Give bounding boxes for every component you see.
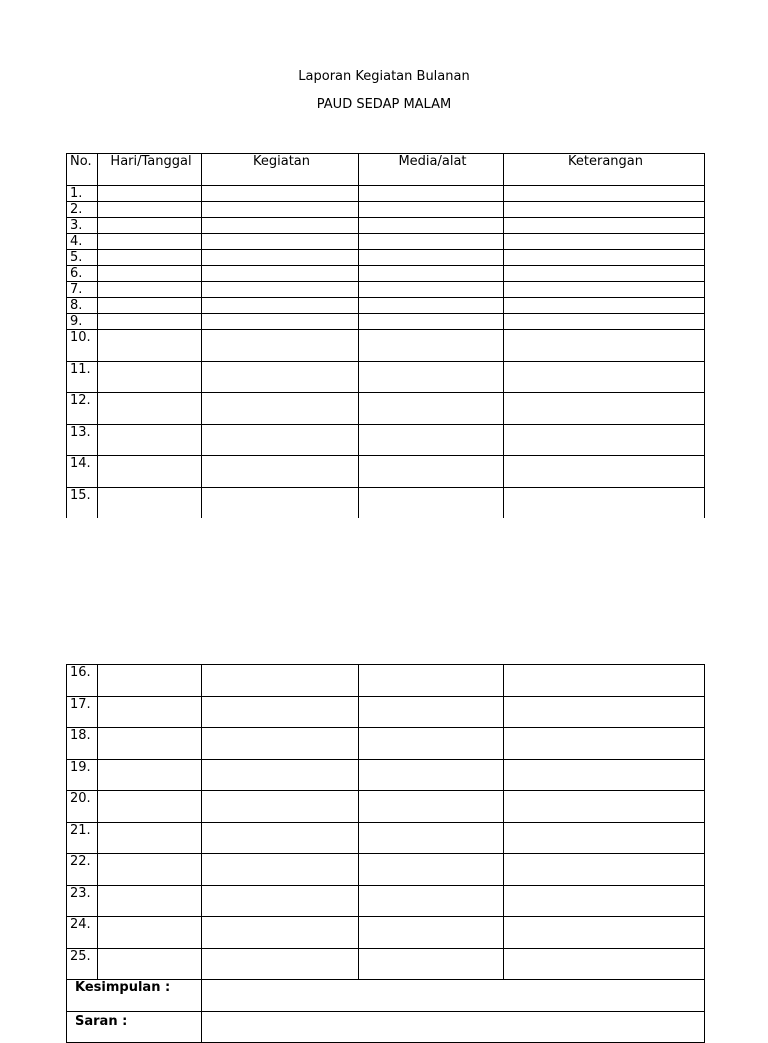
- media-alat-cell[interactable]: [359, 266, 504, 282]
- media-alat-cell[interactable]: [359, 759, 504, 791]
- kegiatan-cell[interactable]: [202, 218, 359, 234]
- row-number: 5.: [67, 250, 98, 266]
- hari-tanggal-cell[interactable]: [98, 282, 202, 298]
- media-alat-cell[interactable]: [359, 885, 504, 917]
- row-number: 21.: [67, 822, 98, 854]
- media-alat-cell[interactable]: [359, 330, 504, 362]
- media-alat-cell[interactable]: [359, 487, 504, 518]
- media-alat-cell[interactable]: [359, 393, 504, 425]
- media-alat-cell[interactable]: [359, 186, 504, 202]
- media-alat-cell[interactable]: [359, 282, 504, 298]
- keterangan-cell[interactable]: [504, 330, 705, 362]
- hari-tanggal-cell[interactable]: [98, 202, 202, 218]
- table-row: [67, 314, 705, 330]
- kegiatan-cell[interactable]: [202, 456, 359, 488]
- table-row: [67, 728, 705, 760]
- row-number: 1.: [67, 186, 98, 202]
- hari-tanggal-cell[interactable]: [98, 298, 202, 314]
- table-row: [67, 665, 705, 697]
- row-number: 18.: [67, 728, 98, 760]
- kegiatan-cell[interactable]: [202, 854, 359, 886]
- table-row: [67, 487, 705, 518]
- row-number: 6.: [67, 266, 98, 282]
- media-alat-cell[interactable]: [359, 250, 504, 266]
- hari-tanggal-cell[interactable]: [98, 234, 202, 250]
- saran-label: Saran :: [67, 1011, 202, 1042]
- media-alat-cell[interactable]: [359, 298, 504, 314]
- media-alat-cell[interactable]: [359, 361, 504, 393]
- keterangan-cell[interactable]: [504, 791, 705, 823]
- table-row: [67, 759, 705, 791]
- kegiatan-cell[interactable]: [202, 186, 359, 202]
- keterangan-cell[interactable]: [504, 728, 705, 760]
- media-alat-cell[interactable]: [359, 854, 504, 886]
- table-row: [67, 202, 705, 218]
- row-number: 19.: [67, 759, 98, 791]
- kegiatan-cell[interactable]: [202, 791, 359, 823]
- hari-tanggal-cell[interactable]: [98, 361, 202, 393]
- row-number: 14.: [67, 456, 98, 488]
- hari-tanggal-cell[interactable]: [98, 791, 202, 823]
- table-row: [67, 854, 705, 886]
- row-number: 2.: [67, 202, 98, 218]
- table-row: [67, 424, 705, 456]
- media-alat-cell[interactable]: [359, 202, 504, 218]
- kegiatan-cell[interactable]: [202, 885, 359, 917]
- table-row: [67, 822, 705, 854]
- header-kegiatan: Kegiatan: [202, 154, 359, 186]
- table-row: [67, 456, 705, 488]
- table-row: [67, 885, 705, 917]
- media-alat-cell[interactable]: [359, 665, 504, 697]
- hari-tanggal-cell[interactable]: [98, 487, 202, 518]
- row-number: 22.: [67, 854, 98, 886]
- kegiatan-cell[interactable]: [202, 250, 359, 266]
- kegiatan-cell[interactable]: [202, 665, 359, 697]
- report-title: Laporan Kegiatan Bulanan: [298, 69, 470, 84]
- keterangan-cell[interactable]: [504, 487, 705, 518]
- media-alat-cell[interactable]: [359, 696, 504, 728]
- keterangan-cell[interactable]: [504, 266, 705, 282]
- hari-tanggal-cell[interactable]: [98, 917, 202, 949]
- hari-tanggal-cell[interactable]: [98, 885, 202, 917]
- kegiatan-cell[interactable]: [202, 266, 359, 282]
- row-number: 13.: [67, 424, 98, 456]
- header-no: No.: [67, 154, 98, 186]
- table-row: [67, 917, 705, 949]
- keterangan-cell[interactable]: [504, 314, 705, 330]
- keterangan-cell[interactable]: [504, 393, 705, 425]
- kegiatan-cell[interactable]: [202, 282, 359, 298]
- keterangan-cell[interactable]: [504, 665, 705, 697]
- row-number: 9.: [67, 314, 98, 330]
- kegiatan-cell[interactable]: [202, 298, 359, 314]
- kegiatan-cell[interactable]: [202, 822, 359, 854]
- hari-tanggal-cell[interactable]: [98, 330, 202, 362]
- keterangan-cell[interactable]: [504, 282, 705, 298]
- kegiatan-cell[interactable]: [202, 728, 359, 760]
- activity-table-page1: [66, 153, 705, 518]
- kegiatan-cell[interactable]: [202, 314, 359, 330]
- row-number: 3.: [67, 218, 98, 234]
- hari-tanggal-cell[interactable]: [98, 250, 202, 266]
- header-keterangan: Keterangan: [504, 154, 705, 186]
- kegiatan-cell[interactable]: [202, 948, 359, 980]
- report-subtitle: PAUD SEDAP MALAM: [316, 97, 452, 112]
- kegiatan-cell[interactable]: [202, 424, 359, 456]
- kegiatan-cell[interactable]: [202, 393, 359, 425]
- kegiatan-cell[interactable]: [202, 361, 359, 393]
- table-row: [67, 393, 705, 425]
- table-row: [67, 266, 705, 282]
- media-alat-cell[interactable]: [359, 822, 504, 854]
- kegiatan-cell[interactable]: [202, 917, 359, 949]
- media-alat-cell[interactable]: [359, 218, 504, 234]
- kesimpulan-row: [67, 980, 705, 1012]
- media-alat-cell[interactable]: [359, 728, 504, 760]
- keterangan-cell[interactable]: [504, 948, 705, 980]
- keterangan-cell[interactable]: [504, 218, 705, 234]
- keterangan-cell[interactable]: [504, 424, 705, 456]
- media-alat-cell[interactable]: [359, 917, 504, 949]
- keterangan-cell[interactable]: [504, 759, 705, 791]
- row-number: 15.: [67, 487, 98, 518]
- table-row: [67, 218, 705, 234]
- row-number: 8.: [67, 298, 98, 314]
- keterangan-cell[interactable]: [504, 250, 705, 266]
- row-number: 10.: [67, 330, 98, 362]
- hari-tanggal-cell[interactable]: [98, 424, 202, 456]
- kesimpulan-cell[interactable]: [202, 980, 705, 1012]
- keterangan-cell[interactable]: [504, 234, 705, 250]
- keterangan-cell[interactable]: [504, 822, 705, 854]
- kegiatan-cell[interactable]: [202, 234, 359, 250]
- hari-tanggal-cell[interactable]: [98, 218, 202, 234]
- media-alat-cell[interactable]: [359, 424, 504, 456]
- table-header-row: [67, 154, 705, 186]
- row-number: 11.: [67, 361, 98, 393]
- kegiatan-cell[interactable]: [202, 487, 359, 518]
- keterangan-cell[interactable]: [504, 186, 705, 202]
- row-number: 17.: [67, 696, 98, 728]
- table-row: [67, 948, 705, 980]
- media-alat-cell[interactable]: [359, 456, 504, 488]
- table-row: [67, 298, 705, 314]
- hari-tanggal-cell[interactable]: [98, 393, 202, 425]
- hari-tanggal-cell[interactable]: [98, 759, 202, 791]
- table-row: [67, 361, 705, 393]
- hari-tanggal-cell[interactable]: [98, 948, 202, 980]
- hari-tanggal-cell[interactable]: [98, 456, 202, 488]
- hari-tanggal-cell[interactable]: [98, 186, 202, 202]
- table-row: [67, 282, 705, 298]
- kegiatan-cell[interactable]: [202, 330, 359, 362]
- table-row: [67, 234, 705, 250]
- keterangan-cell[interactable]: [504, 696, 705, 728]
- saran-cell[interactable]: [202, 1011, 705, 1042]
- header-hari-tanggal: Hari/Tanggal: [98, 154, 202, 186]
- hari-tanggal-cell[interactable]: [98, 822, 202, 854]
- row-number: 12.: [67, 393, 98, 425]
- table-row: [67, 250, 705, 266]
- media-alat-cell[interactable]: [359, 314, 504, 330]
- saran-row: [67, 1011, 705, 1042]
- media-alat-cell[interactable]: [359, 234, 504, 250]
- header-media-alat: Media/alat: [359, 154, 504, 186]
- row-number: 25.: [67, 948, 98, 980]
- media-alat-cell[interactable]: [359, 791, 504, 823]
- activity-table-page2: [66, 664, 705, 1043]
- hari-tanggal-cell[interactable]: [98, 266, 202, 282]
- kegiatan-cell[interactable]: [202, 759, 359, 791]
- keterangan-cell[interactable]: [504, 456, 705, 488]
- hari-tanggal-cell[interactable]: [98, 665, 202, 697]
- kegiatan-cell[interactable]: [202, 696, 359, 728]
- kesimpulan-label: Kesimpulan :: [67, 980, 202, 1012]
- keterangan-cell[interactable]: [504, 202, 705, 218]
- table-row: [67, 696, 705, 728]
- hari-tanggal-cell[interactable]: [98, 728, 202, 760]
- keterangan-cell[interactable]: [504, 298, 705, 314]
- keterangan-cell[interactable]: [504, 917, 705, 949]
- row-number: 20.: [67, 791, 98, 823]
- hari-tanggal-cell[interactable]: [98, 314, 202, 330]
- table-row: [67, 330, 705, 362]
- hari-tanggal-cell[interactable]: [98, 696, 202, 728]
- table-row: [67, 791, 705, 823]
- row-number: 16.: [67, 665, 98, 697]
- media-alat-cell[interactable]: [359, 948, 504, 980]
- row-number: 4.: [67, 234, 98, 250]
- row-number: 7.: [67, 282, 98, 298]
- hari-tanggal-cell[interactable]: [98, 854, 202, 886]
- keterangan-cell[interactable]: [504, 854, 705, 886]
- row-number: 24.: [67, 917, 98, 949]
- table-row: [67, 186, 705, 202]
- keterangan-cell[interactable]: [504, 361, 705, 393]
- keterangan-cell[interactable]: [504, 885, 705, 917]
- row-number: 23.: [67, 885, 98, 917]
- kegiatan-cell[interactable]: [202, 202, 359, 218]
